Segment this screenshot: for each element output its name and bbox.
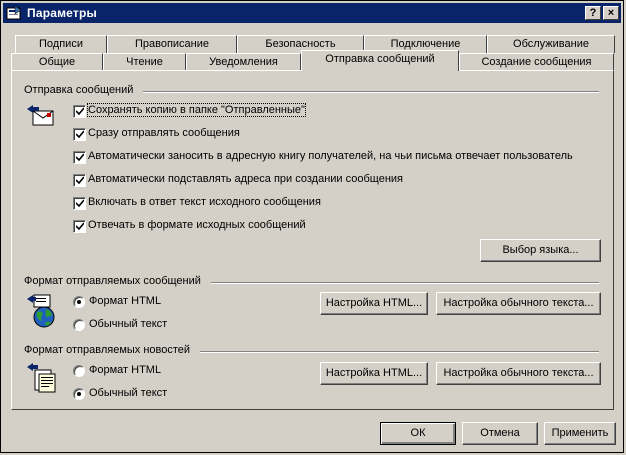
title-bar xyxy=(3,3,621,23)
mail-format-group-line xyxy=(211,282,599,284)
mail-html-label[interactable]: Формат HTML xyxy=(89,295,162,307)
language-button[interactable]: Выбор языка... xyxy=(480,239,601,262)
auto-addressbook-label[interactable]: Автоматически заносить в адресную книгу получателей, на чьи письма отвечает пользователь xyxy=(88,150,573,162)
mail-html-radio[interactable] xyxy=(73,296,85,308)
save-copy-checkbox[interactable] xyxy=(73,105,86,118)
mail-format-group-title: Формат отправляемых сообщений xyxy=(24,275,201,287)
tab-security[interactable]: Безопасность xyxy=(237,35,364,53)
save-copy-label[interactable]: Сохранять копию в папке "Отправленные" xyxy=(88,104,305,116)
globe-mail-icon xyxy=(26,293,58,329)
news-html-label[interactable]: Формат HTML xyxy=(89,364,162,376)
reply-format-checkbox[interactable] xyxy=(73,220,86,233)
include-original-checkbox[interactable] xyxy=(73,197,86,210)
tab-signatures[interactable]: Подписи xyxy=(15,35,107,53)
send-group-title: Отправка сообщений xyxy=(24,84,134,96)
mail-plain-radio[interactable] xyxy=(73,319,85,331)
tab-read[interactable]: Чтение xyxy=(103,53,186,71)
active-tab-joint xyxy=(302,69,458,71)
news-plain-radio[interactable] xyxy=(73,388,85,400)
send-group-line xyxy=(143,91,599,93)
send-mail-icon xyxy=(26,104,56,128)
autocomplete-label[interactable]: Автоматически подставлять адреса при создании сообщения xyxy=(88,173,404,185)
reply-format-label[interactable]: Отвечать в формате исходных сообщений xyxy=(88,219,306,231)
cancel-button[interactable]: Отмена xyxy=(462,422,538,445)
send-immediately-label[interactable]: Сразу отправлять сообщения xyxy=(88,127,240,139)
tab-maintenance[interactable]: Обслуживание xyxy=(487,35,615,53)
news-html-radio[interactable] xyxy=(73,365,85,377)
mail-plain-label[interactable]: Обычный текст xyxy=(89,318,168,330)
news-icon xyxy=(26,362,56,394)
window-title: Параметры xyxy=(27,6,97,20)
mail-plain-settings-button[interactable]: Настройка обычного текста... xyxy=(436,292,601,315)
tab-connection[interactable]: Подключение xyxy=(364,35,487,53)
mail-html-settings-button[interactable]: Настройка HTML... xyxy=(320,292,428,315)
tab-send[interactable]: Отправка сообщений xyxy=(301,50,459,71)
tab-general[interactable]: Общие xyxy=(11,53,103,71)
apply-button[interactable]: Применить xyxy=(544,422,616,445)
tab-receipts[interactable]: Уведомления xyxy=(186,53,301,71)
news-plain-label[interactable]: Обычный текст xyxy=(89,387,168,399)
include-original-label[interactable]: Включать в ответ текст исходного сообщения xyxy=(88,196,321,208)
news-html-settings-button[interactable]: Настройка HTML... xyxy=(320,362,428,385)
close-button[interactable]: × xyxy=(603,6,619,20)
auto-addressbook-checkbox[interactable] xyxy=(73,151,86,164)
autocomplete-checkbox[interactable] xyxy=(73,174,86,187)
ok-button[interactable]: ОК xyxy=(380,422,456,445)
news-format-group-line xyxy=(200,351,599,353)
news-plain-settings-button[interactable]: Настройка обычного текста... xyxy=(436,362,601,385)
tab-spelling[interactable]: Правописание xyxy=(107,35,237,53)
tab-compose[interactable]: Создание сообщения xyxy=(459,53,614,71)
news-format-group-title: Формат отправляемых новостей xyxy=(24,344,191,356)
help-button[interactable]: ? xyxy=(585,6,601,20)
app-icon xyxy=(6,5,22,21)
send-immediately-checkbox[interactable] xyxy=(73,128,86,141)
